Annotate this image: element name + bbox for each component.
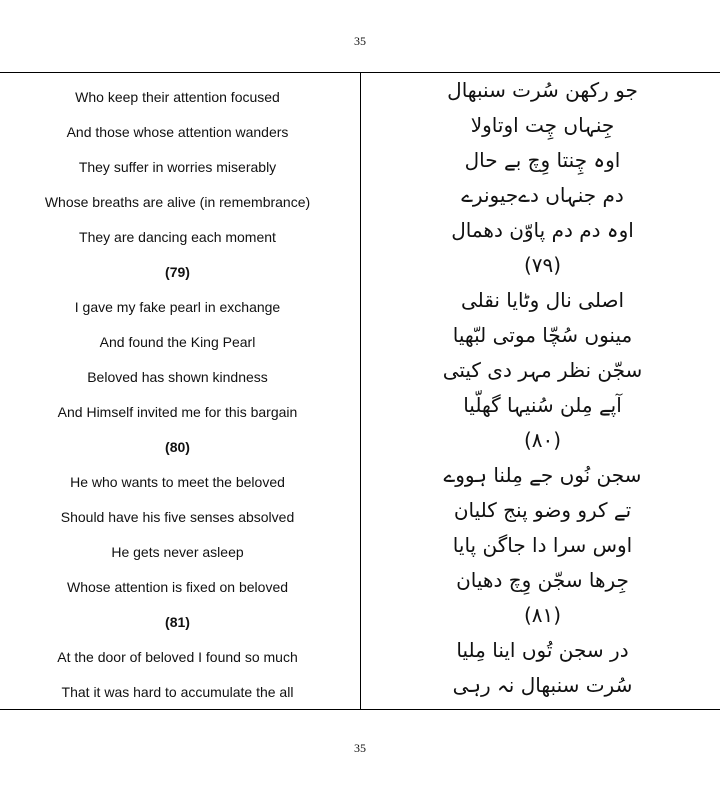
english-line: He who wants to meet the beloved [70,474,285,490]
english-line: At the door of beloved I found so much [57,649,298,665]
urdu-line: جِنہاں چِت اوتاولا [470,113,615,137]
urdu-line: (۷۹) [523,253,562,277]
english-line: Should have his five senses absolved [60,509,295,525]
english-line: That it was hard to accumulate the all [61,684,294,700]
urdu-line: سجّن نظر مہر دی کیتی [442,358,643,382]
urdu-line: جِرھا سجّن وِچ دھیان [456,568,629,592]
page-number-bottom: 35 [354,741,366,755]
english-line: He gets never asleep [111,544,244,560]
english-line: Who keep their attention focused [75,89,280,105]
verse-number: (80) [165,439,190,455]
verse-number: (81) [165,614,190,630]
english-line: They are dancing each moment [79,229,276,245]
urdu-line: اصلی نال وٹایا نقلی [460,288,625,312]
urdu-verse-column [365,73,720,703]
urdu-line: مینوں سُچّا موتی لبّھیا [452,323,633,347]
english-line: And those whose attention wanders [66,124,289,140]
english-line: Beloved has shown kindness [87,369,268,385]
urdu-line: سجن نُوں جے مِلنا ہووے [443,463,642,487]
urdu-line: تے کرو وضو پنج کلیان [453,498,632,522]
column-divider [360,72,361,710]
verse-number: (79) [165,264,190,280]
urdu-line: در سجن تُوں اینا مِلیا [456,638,629,662]
urdu-line: جو رکھن سُرت سنبھال [447,78,638,102]
urdu-line: آپے مِلن سُنیہا گھلّیا [463,393,622,417]
english-line: And found the King Pearl [99,334,256,350]
page-number-top: 35 [354,34,366,48]
urdu-line: (۸۱) [523,603,562,627]
english-line: Whose attention is fixed on beloved [66,579,289,595]
urdu-line: دم جنہاں دےجیونرے [461,183,624,207]
english-line: They suffer in worries miserably [78,159,277,175]
urdu-line: سُرت سنبھال نہ رہی [452,673,633,697]
english-line: I gave my fake pearl in exchange [74,299,281,315]
urdu-line: اوہ چِنتا وِچ بے حال [464,148,621,172]
urdu-line: (۸۰) [523,428,562,452]
urdu-line: اوہ دم دم پاوّن دھمال [451,218,634,242]
english-translation-column [0,80,355,710]
urdu-line: اوس سرا دا جاگن پایا [452,533,633,557]
english-line: Whose breaths are alive (in remembrance) [44,194,311,210]
english-line: And Himself invited me for this bargain [57,404,298,420]
